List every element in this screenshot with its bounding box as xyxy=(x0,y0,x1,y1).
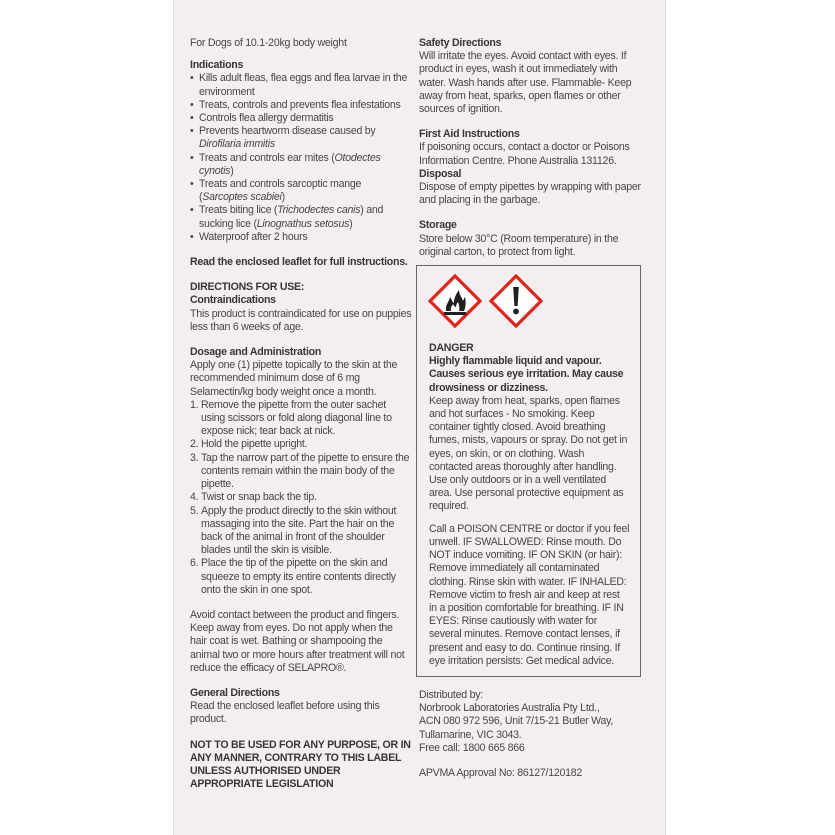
disposal-heading: Disposal xyxy=(419,167,462,180)
contraindications-heading: Contraindications xyxy=(190,294,276,307)
left-column xyxy=(190,37,412,791)
apvma-approval: APVMA Approval No: 86127/120182 xyxy=(419,766,583,779)
flame-hazard-icon xyxy=(428,274,482,328)
indications-heading: Indications xyxy=(190,59,244,72)
indication-item: • Prevents heartworm disease caused by Dirofilaria immitis xyxy=(190,125,412,151)
indication-item: • Treats and controls ear mites (Otodectes cynotis) xyxy=(190,152,412,178)
dosage-text: Apply one (1) pipette topically to the skin at the recommended minimum dose of 6 mg Selamectin/kg body weight once a month. xyxy=(190,359,398,398)
distributor-line: Tullamarine, VIC 3043. xyxy=(419,728,522,741)
disposal-text: Dispose of empty pipettes by wrapping with paper and placing in the garbage. xyxy=(419,181,641,207)
distributor-line: Free call: 1800 665 866 xyxy=(419,741,525,754)
danger-signal-word: DANGER xyxy=(429,342,474,355)
indication-item: • Treats, controls and prevents flea infestations xyxy=(190,99,412,112)
storage-text: Store below 30°C (Room temperature) in the original carton, to protect from light. xyxy=(419,232,619,258)
indication-item: • Treats and controls sarcoptic mange (Sarcoptes scabiei) xyxy=(190,178,412,204)
weight-line: For Dogs of 10.1-20kg body weight xyxy=(190,37,347,49)
step-item: 1. Remove the pipette from the outer sachet using scissors or fold along diagonal line to expose nick; tear back at nick. xyxy=(190,398,392,438)
hazard-statements: Highly flammable liquid and vapour. Causes serious eye irritation. May cause drowsiness or dizziness. xyxy=(429,355,624,394)
first-aid-heading: First Aid Instructions xyxy=(419,128,520,141)
step-item: 2. Hold the pipette upright. xyxy=(190,438,308,451)
step-item: 5. Apply the product directly to the skin without massaging into the site. Part the hair on the back of the animal in front of the shoulder blades until the skin is visible. xyxy=(190,504,397,557)
distributor-line: Norbrook Laboratories Australia Pty Ltd., xyxy=(419,702,600,715)
distributor-line: ACN 080 972 596, Unit 7/15-21 Butler Way, xyxy=(419,715,614,728)
precautionary-response-text: Call a POISON CENTRE or doctor if you feel unwell. IF SWALLOWED: Rinse mouth. Do NOT induce vomiting. IF ON SKIN (or hair): Remove immediately all contaminated clothing. Rinse skin with water. IF INHALED: Remove victim to fresh air and keep at rest in a position comfortable for breathing. IF IN EYES: Rinse cautiously with water for several minutes. Remove contact lenses, if present and easy to do. Continue rinsing. If eye irritation persists: Get medical advice. xyxy=(429,522,630,667)
precautionary-prevention-text: Keep away from heat, sparks, open flames and hot surfaces - No smoking. Keep container tightly closed. Avoid breathing fumes, mists, vapours or spray. Do not get in eyes, on skin, or on clothing. Wash contacted areas thoroughly after handling. Use only outdoors or in a well ventilated area. Use personal protective equipment as required. xyxy=(429,394,628,513)
ghs-pictograms xyxy=(429,272,630,336)
indication-item: • Waterproof after 2 hours xyxy=(190,231,412,244)
ghs-warning-box xyxy=(416,265,641,677)
storage-heading: Storage xyxy=(419,219,457,232)
indication-item: • Controls flea allergy dermatitis xyxy=(190,112,412,125)
indication-item: • Treats biting lice (Trichodectes canis) and sucking lice (Linognathus setosus) xyxy=(190,204,412,230)
first-aid-text: If poisoning occurs, contact a doctor or Poisons Information Centre. Phone Australia 131126. xyxy=(419,141,630,167)
step-item: 3. Tap the narrow part of the pipette to ensure the contents remain within the main body of the pipette. xyxy=(190,451,410,491)
legal-notice: NOT TO BE USED FOR ANY PURPOSE, OR IN ANY MANNER, CONTRARY TO THIS LABEL UNLESS AUTHORISED UNDER APPROPRIATE LEGISLATION xyxy=(190,738,411,791)
general-directions-text: Read the enclosed leaflet before using this product. xyxy=(190,700,380,726)
step-item: 4. Twist or snap back the tip. xyxy=(190,491,317,504)
indications-list xyxy=(190,72,412,244)
distributor-block xyxy=(419,689,645,755)
contraindications-text: This product is contraindicated for use on puppies less than 6 weeks of age. xyxy=(190,307,412,333)
indication-item: • Kills adult fleas, flea eggs and flea larvae in the environment xyxy=(190,72,412,98)
read-leaflet-notice: Read the enclosed leaflet for full instructions. xyxy=(190,256,408,269)
right-column xyxy=(419,37,645,780)
step-item: 6. Place the tip of the pipette on the skin and squeeze to empty its entire contents directly onto the skin in one spot. xyxy=(190,557,396,596)
exclamation-hazard-icon xyxy=(489,274,543,328)
safety-heading: Safety Directions xyxy=(419,37,502,49)
avoid-contact-text: Avoid contact between the product and fingers. Keep away from eyes. Do not apply when the hair coat is wet. Bathing or shampooing the animal two or more hours after treatment will not reduce the efficacy of SELAPRO®. xyxy=(190,608,405,674)
general-directions-heading: General Directions xyxy=(190,686,280,699)
safety-text: Will irritate the eyes. Avoid contact with eyes. If product in eyes, wash it out immediately with water. Wash hands after use. Flammable- Keep away from heat, sparks, open flames or other sources of ignition. xyxy=(419,50,632,116)
directions-heading: DIRECTIONS FOR USE: xyxy=(190,281,305,294)
dosage-heading: Dosage and Administration xyxy=(190,346,322,359)
distributor-line: Distributed by: xyxy=(419,688,483,701)
dosage-steps xyxy=(190,399,412,597)
